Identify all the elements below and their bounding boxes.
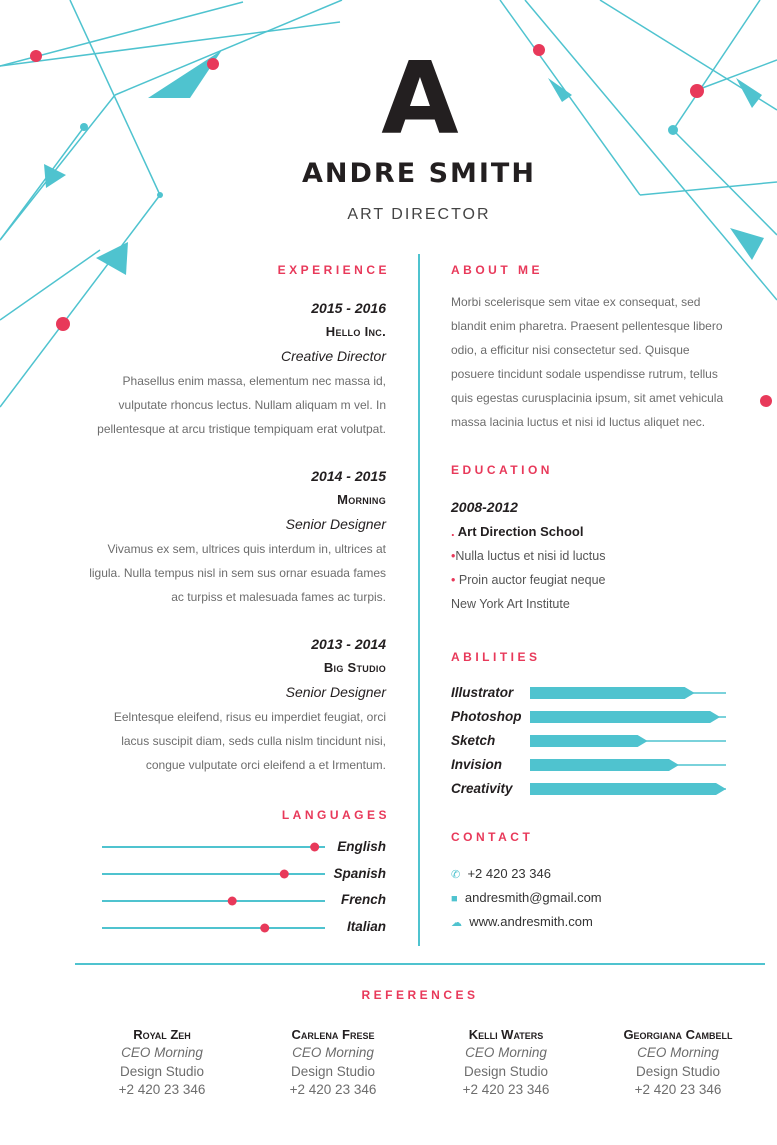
education-bullet: •Nulla luctus et nisi id luctus <box>451 549 606 563</box>
language-label-english: English <box>337 839 386 854</box>
skill-label-illustrator: Illustrator <box>451 685 514 700</box>
skill-label-creativity: Creativity <box>451 781 513 796</box>
experience-years: 2015 - 2016 <box>311 300 386 316</box>
about-heading: ABOUT ME <box>451 263 543 277</box>
education-school: . Art Direction School <box>451 524 584 539</box>
reference-company: Design Studio <box>119 1064 205 1079</box>
language-label-french: French <box>340 892 386 907</box>
experience-company: Hello Inc. <box>325 324 386 339</box>
experience-company: Morning <box>337 492 386 507</box>
reference-phone: +2 420 23 346 <box>462 1082 550 1097</box>
skill-label-sketch: Sketch <box>451 733 496 748</box>
references-divider <box>75 963 765 965</box>
reference-name: Royal Zeh <box>133 1027 191 1042</box>
cloud-icon: ☁ <box>451 917 462 929</box>
education-heading: EDUCATION <box>451 463 553 477</box>
candidate-name: ANDRE SMITH <box>302 158 536 189</box>
experience-years: 2013 - 2014 <box>311 636 386 652</box>
skill-bar-fill <box>530 687 695 699</box>
language-label-spanish: Spanish <box>333 866 386 881</box>
experience-position: Creative Director <box>280 348 386 364</box>
language-level-marker <box>228 897 237 906</box>
reference-company: Design Studio <box>290 1064 376 1079</box>
skill-label-invision: Invision <box>451 757 503 772</box>
languages-heading: LANGUAGES <box>281 808 390 822</box>
skill-bars <box>530 684 730 804</box>
skill-bar-fill <box>530 759 679 771</box>
experience-position: Senior Designer <box>285 516 386 532</box>
reference-name: Carlena Frese <box>291 1027 375 1042</box>
skill-bar-fill <box>530 711 720 723</box>
reference-title: CEO Morning <box>292 1045 374 1060</box>
reference-title: CEO Morning <box>121 1045 203 1060</box>
reference-company: Design Studio <box>463 1064 549 1079</box>
language-bars <box>100 835 330 945</box>
skill-bar-fill <box>530 783 726 795</box>
education-bullet: • Proin auctor feugiat neque <box>451 573 606 587</box>
experience-company: Big Studio <box>323 660 386 675</box>
contact-phone: ✆ +2 420 23 346 <box>451 866 551 881</box>
experience-heading: EXPERIENCE <box>277 263 390 277</box>
mail-icon: ■ <box>451 893 458 905</box>
experience-description: Phasellus enim massa, elementum nec massa id, vulputate rhoncus lectus. Nullam aliquam m vel. In pellentesque at arcu tristique tempiquam erat volutpat. <box>97 374 386 436</box>
experience-years: 2014 - 2015 <box>311 468 386 484</box>
skill-bar-fill <box>530 735 648 747</box>
job-title: ART DIRECTOR <box>347 206 491 223</box>
reference-phone: +2 420 23 346 <box>289 1082 377 1097</box>
experience-description: Eelntesque eleifend, risus eu imperdiet feugiat, orci lacus suscipit diam, seds culla nislm tincidunt nisi, congue vulputate orci eleifend a et Irmentum. <box>113 710 386 772</box>
contact-email[interactable]: ■ andresmith@gmail.com <box>451 890 602 905</box>
reference-title: CEO Morning <box>637 1045 719 1060</box>
language-level-marker <box>280 870 289 879</box>
about-text: Morbi scelerisque sem vitae ex consequat, sed blandit enim pharetra. Praesent pellentesque libero odio, a efficitur nisi consectetur sed. Quisque posuere tincidunt sodale uspendisse rutrum, tellus quis egestas curusplacinia ipsum, sit amet vehicula massa lacinia luctus et nisi id luctus aliquet nec. <box>451 295 724 429</box>
reference-company: Design Studio <box>635 1064 721 1079</box>
monogram: A <box>381 40 459 157</box>
phone-icon: ✆ <box>451 869 461 881</box>
abilities-heading: ABILITIES <box>451 650 541 664</box>
skill-label-photoshop: Photoshop <box>451 709 522 724</box>
contact-website[interactable]: ☁ www.andresmith.com <box>451 914 593 929</box>
reference-phone: +2 420 23 346 <box>634 1082 722 1097</box>
reference-title: CEO Morning <box>465 1045 547 1060</box>
column-divider <box>418 254 420 946</box>
education-years: 2008-2012 <box>451 499 518 515</box>
language-label-italian: Italian <box>346 919 386 934</box>
reference-name: Kelli Waters <box>468 1027 544 1042</box>
experience-position: Senior Designer <box>285 684 386 700</box>
experience-description: Vivamus ex sem, ultrices quis interdum in, ultrices at ligula. Nulla tempus nisl in sem sus ornar esuada fames ac turpiss et malesuada fames ac turpis. <box>89 542 386 604</box>
contact-heading: CONTACT <box>451 830 534 844</box>
reference-phone: +2 420 23 346 <box>118 1082 206 1097</box>
education-location: New York Art Institute <box>451 597 570 611</box>
reference-name: Georgiana Cambell <box>623 1027 733 1042</box>
references-heading: REFERENCES <box>361 988 479 1002</box>
language-level-marker <box>260 924 269 933</box>
